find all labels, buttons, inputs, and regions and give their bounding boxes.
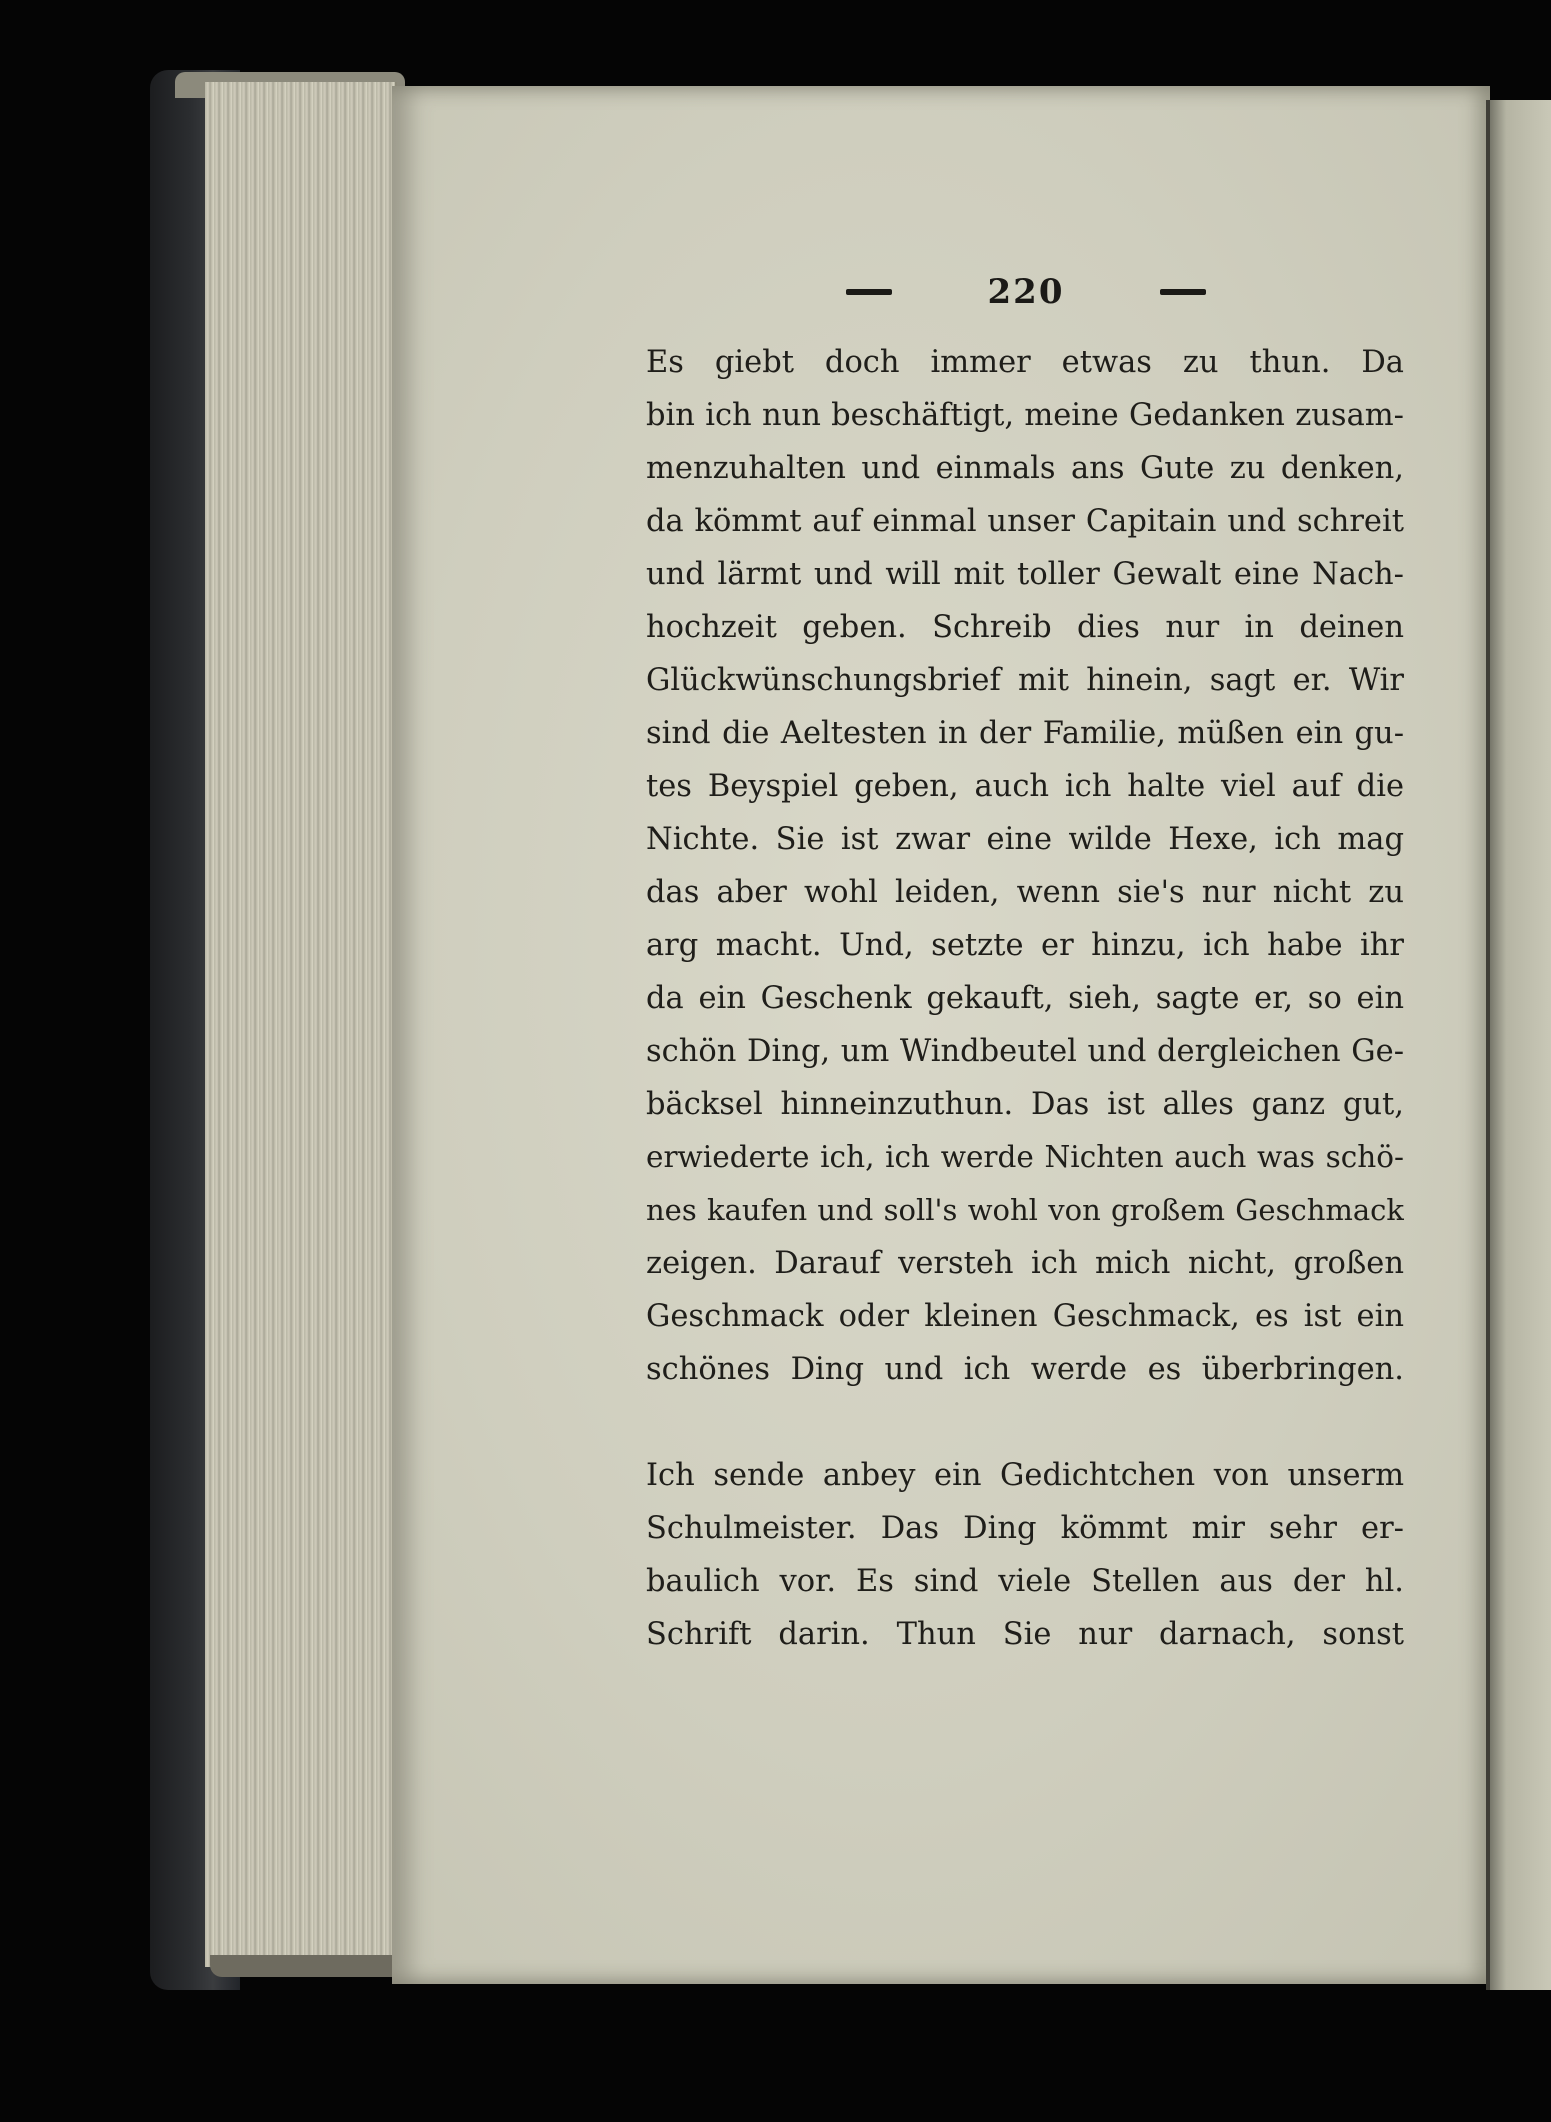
paragraph-gap — [646, 1396, 1404, 1449]
page-number: 220 — [987, 272, 1065, 312]
paragraph-2 — [646, 1449, 1404, 1661]
text-line: menzuhalten und einmals ans Gute zu denken, — [646, 451, 1404, 486]
paragraph-1 — [646, 336, 1404, 1396]
header-dash-left — [846, 289, 892, 295]
header-dash-right — [1160, 289, 1206, 295]
text-line: Schrift darin. Thun Sie nur darnach, sonst — [646, 1617, 1404, 1652]
text-line: tes Beyspiel geben, auch ich halte viel auf die — [646, 769, 1404, 804]
page-stack-edge — [205, 82, 397, 1967]
body-text — [646, 336, 1404, 1661]
text-line: Glückwünschungsbrief mit hinein, sagt er. Wir — [646, 663, 1404, 698]
text-line: zeigen. Darauf versteh ich mich nicht, großen — [646, 1246, 1404, 1281]
text-line: und lärmt und will mit toller Gewalt eine Nach- — [646, 557, 1404, 592]
text-line: nes kaufen und soll's wohl von großem Geschmack — [646, 1193, 1404, 1227]
gutter — [1486, 100, 1490, 1990]
text-line: da kömmt auf einmal unser Capitain und schreit — [646, 504, 1404, 539]
text-line: schön Ding, um Windbeutel und dergleichen Ge- — [646, 1034, 1404, 1069]
text-line: Ich sende anbey ein Gedichtchen von unserm — [646, 1458, 1404, 1493]
next-page-edge — [1487, 100, 1551, 1990]
text-line: schönes Ding und ich werde es überbringen. — [646, 1352, 1404, 1387]
text-line: sind die Aeltesten in der Familie, müßen ein gu- — [646, 716, 1404, 751]
text-line: das aber wohl leiden, wenn sie's nur nicht zu — [646, 875, 1404, 910]
page-stack-bottom — [210, 1955, 405, 1977]
text-line: Es giebt doch immer etwas zu thun. Da — [646, 345, 1404, 380]
text-line: erwiederte ich, ich werde Nichten auch was schö- — [646, 1140, 1404, 1174]
text-line: Nichte. Sie ist zwar eine wilde Hexe, ich mag — [646, 822, 1404, 857]
text-line: bin ich nun beschäftigt, meine Gedanken zusam- — [646, 398, 1404, 433]
text-line: Geschmack oder kleinen Geschmack, es ist ein — [646, 1299, 1404, 1334]
text-line: Schulmeister. Das Ding kömmt mir sehr er- — [646, 1511, 1404, 1546]
page-header — [846, 270, 1206, 314]
text-line: bäcksel hinneinzuthun. Das ist alles ganz gut, — [646, 1087, 1404, 1122]
text-line: hochzeit geben. Schreib dies nur in deinen — [646, 610, 1404, 645]
text-line: baulich vor. Es sind viele Stellen aus der hl. — [646, 1564, 1404, 1599]
text-line: da ein Geschenk gekauft, sieh, sagte er, so ein — [646, 981, 1404, 1016]
text-line: arg macht. Und, setzte er hinzu, ich habe ihr — [646, 928, 1404, 963]
